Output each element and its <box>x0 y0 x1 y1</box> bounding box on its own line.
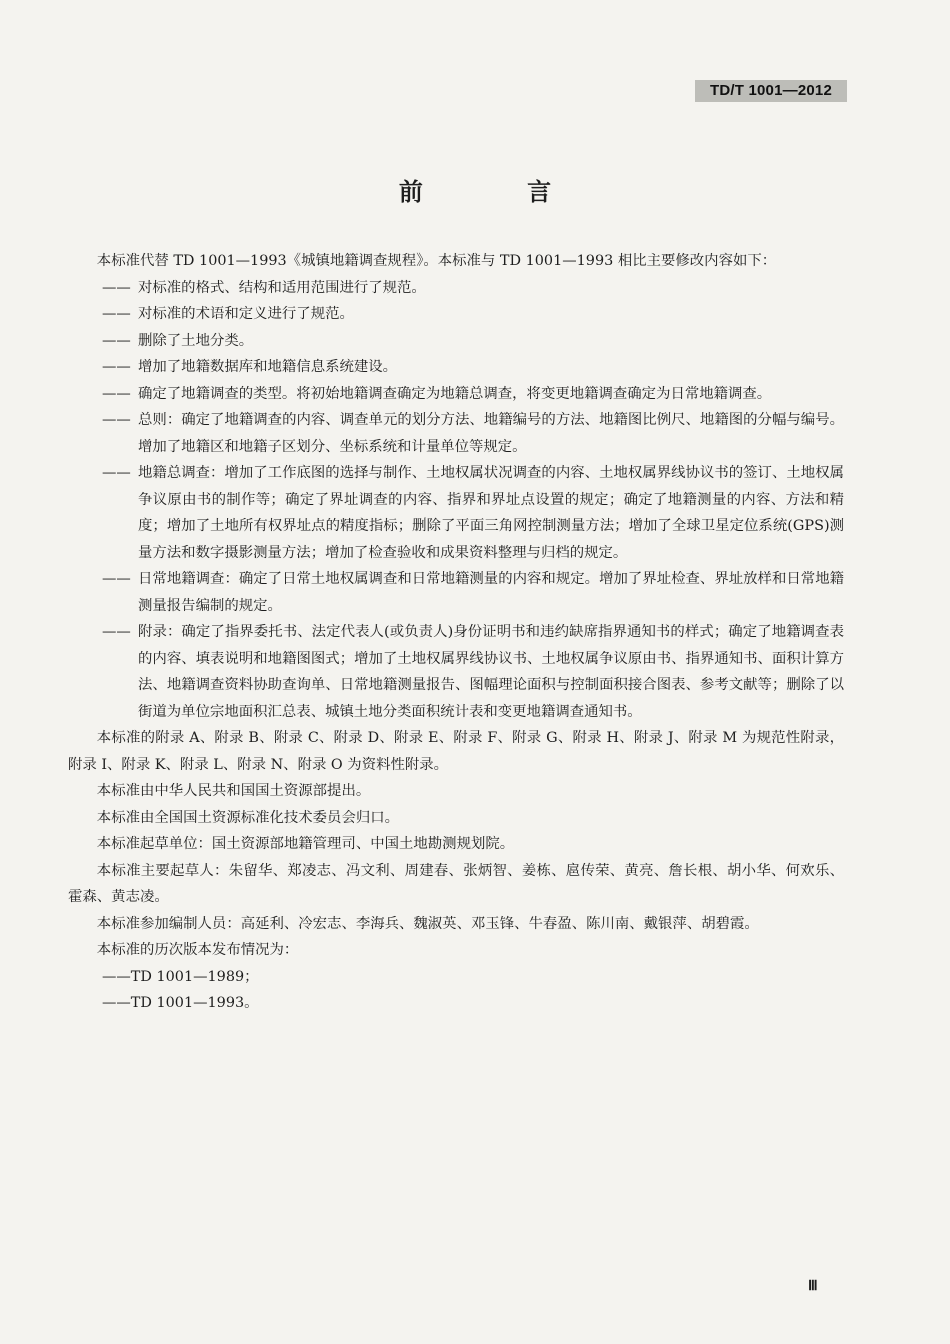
change-item: —— 确定了地籍调查的类型。将初始地籍调查确定为地籍总调查，将变更地籍调查确定为日常地籍调查。 <box>102 385 772 402</box>
proposed-by: 本标准由中华人民共和国国土资源部提出。 <box>96 783 371 799</box>
change-item: —— 删除了土地分类。 <box>102 332 254 349</box>
intro-paragraph: 本标准代替 TD 1001—1993《城镇地籍调查规程》。本标准与 TD 1001—1993 相比主要修改内容如下： <box>96 253 777 269</box>
changes-list <box>68 275 844 726</box>
participants: 本标准参加编制人员：高延利、冷宏志、李海兵、魏淑英、邓玉锋、牛春盈、陈川南、戴银萍、胡碧霞。 <box>96 915 759 932</box>
change-item: —— 总则：确定了地籍调查的内容、调查单元的划分方法、地籍编号的方法、地籍图比例尺、地籍图的分幅与编号。增加了地籍区和地籍子区划分、坐标系统和计量单位等规定。 <box>102 412 844 455</box>
change-item: —— 对标准的术语和定义进行了规范。 <box>102 306 354 322</box>
change-item: —— 对标准的格式、结构和适用范围进行了规范。 <box>102 279 426 296</box>
change-item: —— 地籍总调查：增加了工作底图的选择与制作、土地权属状况调查的内容、土地权属界线协议书的签订、土地权属争议原由书的制作等；确定了界址调查的内容、指界和界址点设置的规定；确定了地籍测量的内容、方法和精度；增加了土地所有权界址点的精度指标；删除了平面三角网控制测量方法；增加了全球卫星定位系统(GPS)测量方法和数字摄影测量方法；增加了检查验收和成果资料整理与归档的规定。 <box>102 465 844 561</box>
change-item: —— 附录：确定了指界委托书、法定代表人(或负责人)身份证明书和违约缺席指界通知书的样式；确定了地籍调查表的内容、填表说明和地籍图图式；增加了土地权属界线协议书、土地权属争议原由书、指界通知书、面积计算方法、地籍调查资料协助查询单、日常地籍测量报告、图幅理论面积与控制面积接合图表、参考文献等；删除了以街道为单位宗地面积汇总表、城镇土地分类面积统计表和变更地籍调查通知书。 <box>102 624 844 720</box>
change-item: —— 增加了地籍数据库和地籍信息系统建设。 <box>102 359 398 375</box>
page-number: Ⅲ <box>808 1279 818 1294</box>
foreword-body <box>68 248 844 1017</box>
standard-code-label: TD/T 1001—2012 <box>695 80 847 102</box>
history-intro: 本标准的历次版本发布情况为： <box>96 942 299 958</box>
drafting-units: 本标准起草单位：国土资源部地籍管理司、中国土地勘测规划院。 <box>96 836 515 852</box>
appendix-note: 本标准的附录 A、附录 B、附录 C、附录 D、附录 E、附录 F、附录 G、附录 H、附录 J、附录 M 为规范性附录，附录 I、附录 K、附录 L、附录 N、附录 O 为资料性附录。 <box>68 730 844 773</box>
history-item: ——TD 1001—1993。 <box>102 995 259 1011</box>
managed-by: 本标准由全国国土资源标准化技术委员会归口。 <box>96 809 400 826</box>
history-item: ——TD 1001—1989； <box>102 968 259 985</box>
main-drafters: 本标准主要起草人：朱留华、郑凌志、冯文利、周建春、张炳智、姜栋、扈传荣、黄亮、詹长根、胡小华、何欢乐、霍森、黄志凌。 <box>68 862 844 905</box>
change-item: —— 日常地籍调查：确定了日常土地权属调查和日常地籍测量的内容和规定。增加了界址检查、界址放样和日常地籍测量报告编制的规定。 <box>102 571 844 614</box>
page-title: 前 言 <box>398 178 600 206</box>
